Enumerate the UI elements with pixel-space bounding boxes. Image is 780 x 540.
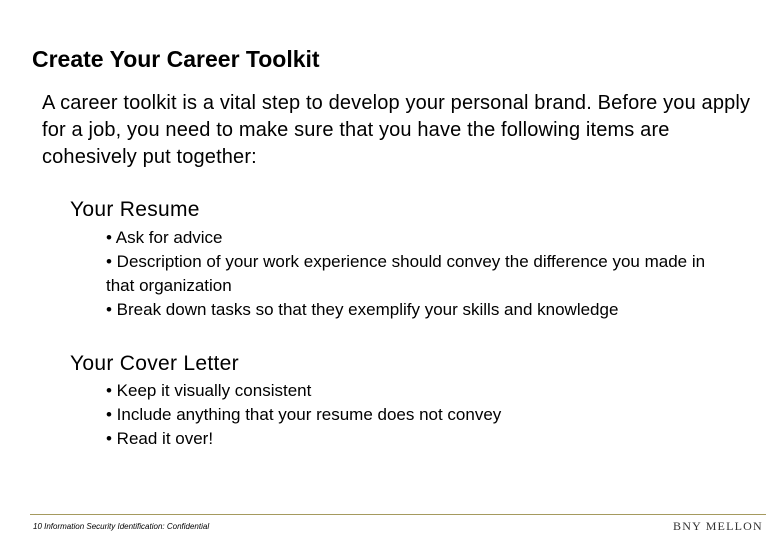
list-item: • Break down tasks so that they exemplify your skills and knowledge — [106, 300, 619, 319]
list-item: • Ask for advice — [106, 228, 223, 247]
section-heading-cover-letter: Your Cover Letter — [70, 352, 239, 375]
page-title: Create Your Career Toolkit — [32, 46, 320, 72]
footer-divider — [30, 514, 766, 515]
resume-bullet-list — [106, 226, 726, 322]
list-item: • Include anything that your resume does not convey — [106, 405, 502, 424]
list-item: • Read it over! — [106, 429, 214, 448]
intro-paragraph: A career toolkit is a vital step to develop your personal brand. Before you apply for a job, you need to make sure that you have the following items are cohesively put together: — [42, 92, 751, 168]
list-item: • Keep it visually consistent — [106, 381, 312, 400]
footer-confidentiality-text: 10 Information Security Identification: Confidential — [33, 522, 210, 531]
list-item: • Description of your work experience should convey the difference you made in that organization — [106, 252, 706, 295]
bny-mellon-logo: BNY MELLON — [673, 519, 763, 533]
section-heading-resume: Your Resume — [70, 198, 200, 221]
cover-letter-bullet-list — [106, 379, 726, 451]
